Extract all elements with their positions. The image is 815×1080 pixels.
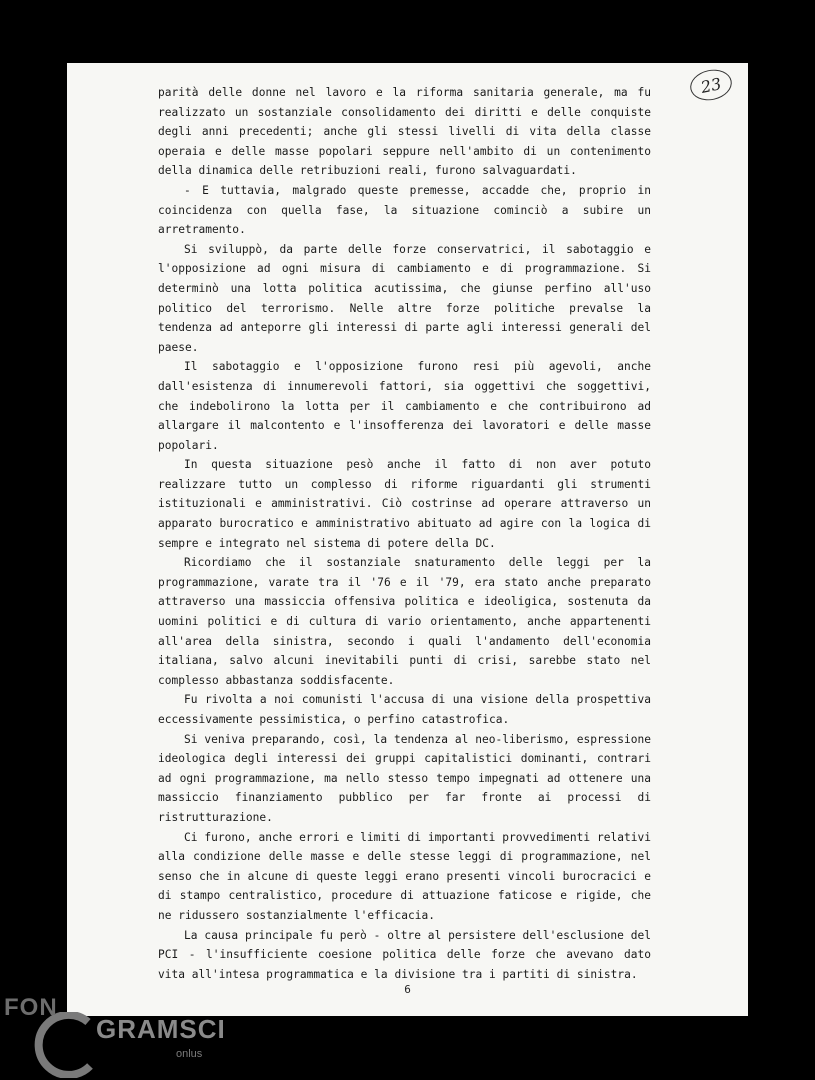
watermark-gramsci-text: GRAMSCI (96, 1014, 226, 1044)
document-page (67, 63, 748, 1016)
watermark-onlus-text: onlus (176, 1048, 203, 1060)
paragraph: Il sabotaggio e l'opposizione furono resi più agevoli, anche dall'esistenza di innumerevoli fattori, sia oggettivi che soggettivi, che indebolirono la lotta per il cambiamento e che contribuirono ad allargare il malcontento e l'insofferenza dei lavoratori e delle masse popolari. (158, 360, 651, 452)
page-number: 6 (404, 983, 411, 996)
paragraph: Fu rivolta a noi comunisti l'accusa di una visione della prospettiva eccessivamente pessimistica, o perfino catastrofica. (158, 693, 651, 726)
paragraph: Ricordiamo che il sostanziale snaturamento delle leggi per la programmazione, varate tra il '76 e il '79, era stato anche preparato attraverso una massiccia offensiva politica e ideoligica, sostenuta da uomini politici e di cultura di vario orientamento, anche appartenenti all'area della sinistra, secondo i quali l'andamento dell'economia italiana, salvo alcuni inevitabili punti di crisi, sarebbe stato nel complesso abbastanza soddisfacente. (158, 556, 651, 687)
paragraph: Si sviluppò, da parte delle forze conservatrici, il sabotaggio e l'opposizione ad ogni misura di cambiamento e di programmazione. Si determinò una lotta politica acutissima, che giunse perfino all'uso politico del terrorismo. Nelle altre forze politiche prevalse la tendenza ad anteporre gli interessi di parte agli interessi generali del paese. (158, 242, 651, 354)
watermark-fon-text: FON (4, 994, 58, 1021)
paragraph: Si veniva preparando, così, la tendenza al neo-liberismo, espressione ideologica degli interessi dei gruppi capitalistici dominanti, contrari ad ogni programmazione, ma nello stesso tempo impegnati ad ottenere una massiccio finanziamento pubblico per far fronte ai processi di ristrutturazione. (158, 732, 651, 824)
paragraph: - E tuttavia, malgrado queste premesse, accadde che, proprio in coincidenza con quella fase, la situazione cominciò a subire un arretramento. (158, 183, 651, 237)
paragraph: In questa situazione pesò anche il fatto di non aver potuto realizzare tutto un complesso di riforme riguardanti gli strumenti istituzionali e amministrativi. Ciò costrinse ad operare attraverso un apparato burocratico e amministrativo abituato ad agire con la logica di sempre e integrato nel sistema di potere della DC. (158, 458, 651, 550)
paragraph: La causa principale fu però - oltre al persistere dell'esclusione del PCI - l'insufficiente coesione politica delle forze che avevano dato vita all'intesa programmatica e la divisione tra i partiti di sinistra. (158, 928, 651, 981)
paragraph: parità delle donne nel lavoro e la riforma sanitaria generale, ma fu realizzato un sostanziale consolidamento dei diritti e delle conquiste degli anni precedenti; anche gli stessi livelli di vita della classe operaia e delle masse popolari seppure nell'ambito di un contenimento della dinamica delle retribuzioni reali, furono salvaguardati. (158, 86, 651, 178)
body-text (158, 83, 651, 984)
fondazione-gramsci-watermark (0, 990, 226, 1080)
handwritten-page-stamp: 23 (687, 66, 734, 104)
paragraph: Ci furono, anche errori e limiti di importanti provvedimenti relativi alla condizione delle masse e delle stesse leggi di programmazione, nel senso che in alcune di queste leggi erano presenti vincoli burocracici e di stampo centralistico, procedure di attuazione faticose e rigide, che ne ridussero sostanzialmente l'efficacia. (158, 830, 651, 922)
